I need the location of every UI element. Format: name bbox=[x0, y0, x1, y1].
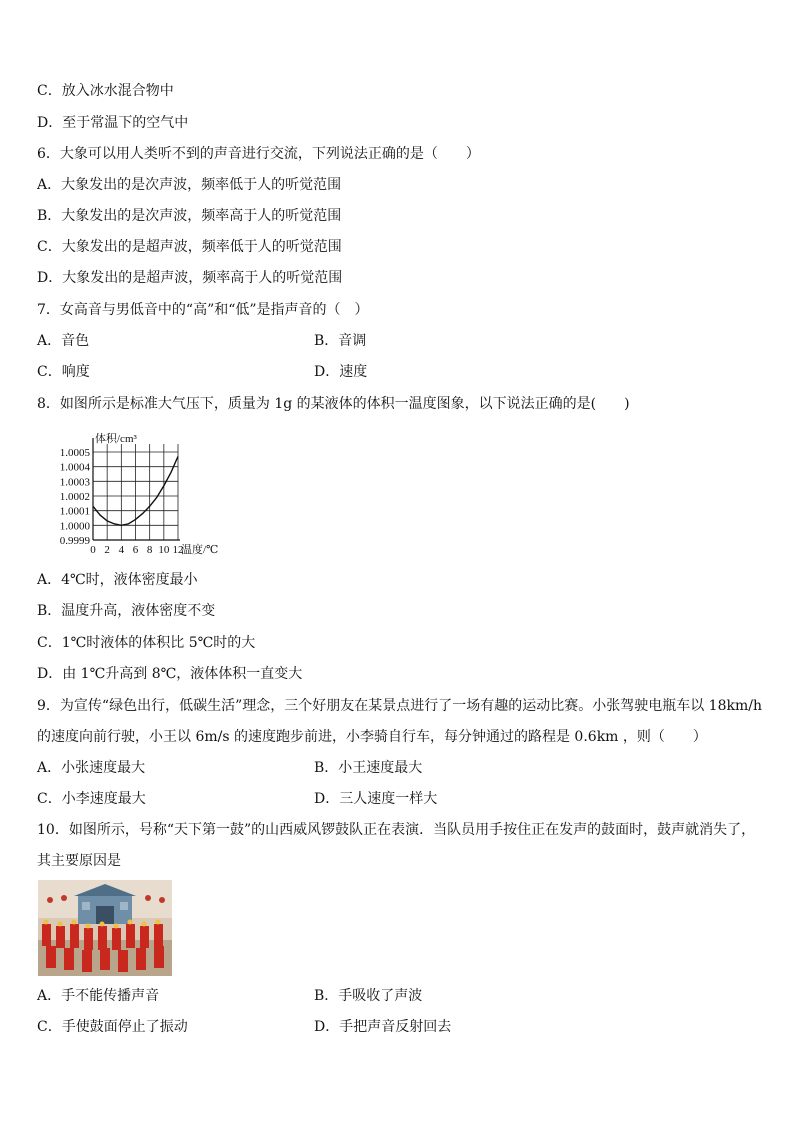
x-axis-label: 温度/℃ bbox=[181, 544, 219, 556]
question-10-line1: 10．如图所示，号称“天下第一鼓”的山西威风锣鼓队正在表演．当队员用手按住正在发声的鼓面时，鼓声就消失了， bbox=[37, 822, 756, 838]
x-tick-label: 8 bbox=[146, 544, 153, 556]
x-tick-label: 6 bbox=[132, 544, 139, 556]
y-tick-label: 1.0005 bbox=[59, 447, 90, 459]
q6-option-a: A．大象发出的是次声波，频率低于人的听觉范围 bbox=[37, 177, 342, 193]
q9-option-b: B．小王速度最大 bbox=[314, 760, 423, 776]
q7-option-a: A．音色 bbox=[37, 333, 90, 349]
x-tick-label: 2 bbox=[104, 544, 110, 556]
question-8: 8．如图所示是标准大气压下，质量为 1g 的某液体的体积一温度图象，以下说法正确的是( ) bbox=[37, 396, 630, 412]
q9-option-d: D．三人速度一样大 bbox=[314, 791, 438, 807]
volume-temperature-chart bbox=[38, 430, 238, 560]
q7-option-c: C．响度 bbox=[37, 364, 90, 380]
y-tick-label: 1.0001 bbox=[59, 505, 90, 518]
x-tick-label: 10 bbox=[158, 544, 170, 556]
q6-option-c: C．大象发出的是超声波，频率低于人的听觉范围 bbox=[37, 239, 342, 255]
option-c-prev: C．放入冰水混合物中 bbox=[37, 83, 174, 99]
question-10-line2: 其主要原因是 bbox=[37, 853, 121, 869]
q7-option-d: D．速度 bbox=[314, 364, 368, 380]
q10-option-d: D．手把声音反射回去 bbox=[314, 1019, 452, 1035]
option-d-prev: D．至于常温下的空气中 bbox=[37, 115, 189, 131]
drum-performance-photo bbox=[38, 880, 172, 976]
x-tick-label: 12 bbox=[172, 544, 184, 556]
y-tick-label: 1.0003 bbox=[59, 476, 90, 489]
x-tick-label: 0 bbox=[90, 544, 96, 556]
x-tick-label: 4 bbox=[118, 544, 125, 556]
q9-option-a: A．小张速度最大 bbox=[37, 760, 146, 776]
y-tick-label: 1.0004 bbox=[59, 461, 90, 474]
question-9-line2: 的速度向前行驶，小王以 6m/s 的速度跑步前进，小李骑自行车，每分钟通过的路程是 0.6km ，则（ ） bbox=[37, 729, 707, 745]
q6-option-d: D．大象发出的是超声波，频率高于人的听觉范围 bbox=[37, 270, 343, 286]
y-tick-label: 0.9999 bbox=[59, 535, 90, 547]
q6-option-b: B．大象发出的是次声波，频率高于人的听觉范围 bbox=[37, 208, 342, 224]
y-tick-label: 1.0000 bbox=[59, 520, 90, 533]
q9-option-c: C．小李速度最大 bbox=[37, 791, 146, 807]
question-6: 6．大象可以用人类听不到的声音进行交流，下列说法正确的是（ ） bbox=[37, 146, 480, 162]
q10-option-b: B．手吸收了声波 bbox=[314, 988, 423, 1004]
q10-option-a: A．手不能传播声音 bbox=[37, 988, 160, 1004]
q8-option-c: C．1℃时液体的体积比 5℃时的大 bbox=[37, 635, 256, 651]
question-9-line1: 9．为宣传“绿色出行，低碳生活”理念，三个好朋友在某景点进行了一场有趣的运动比赛。小张驾驶电瓶车以 18km/h bbox=[37, 698, 762, 714]
q8-option-d: D．由 1℃升高到 8℃，液体体积一直变大 bbox=[37, 666, 303, 682]
y-axis-label: 体积/cm³ bbox=[95, 433, 137, 445]
question-7: 7．女高音与男低音中的“高”和“低”是指声音的（ ） bbox=[37, 302, 369, 318]
q10-option-c: C．手使鼓面停止了振动 bbox=[37, 1019, 188, 1035]
q8-option-a: A．4℃时，液体密度最小 bbox=[37, 572, 198, 588]
q8-option-b: B．温度升高，液体密度不变 bbox=[37, 603, 216, 619]
q7-option-b: B．音调 bbox=[314, 333, 367, 349]
y-tick-label: 1.0002 bbox=[59, 491, 90, 503]
